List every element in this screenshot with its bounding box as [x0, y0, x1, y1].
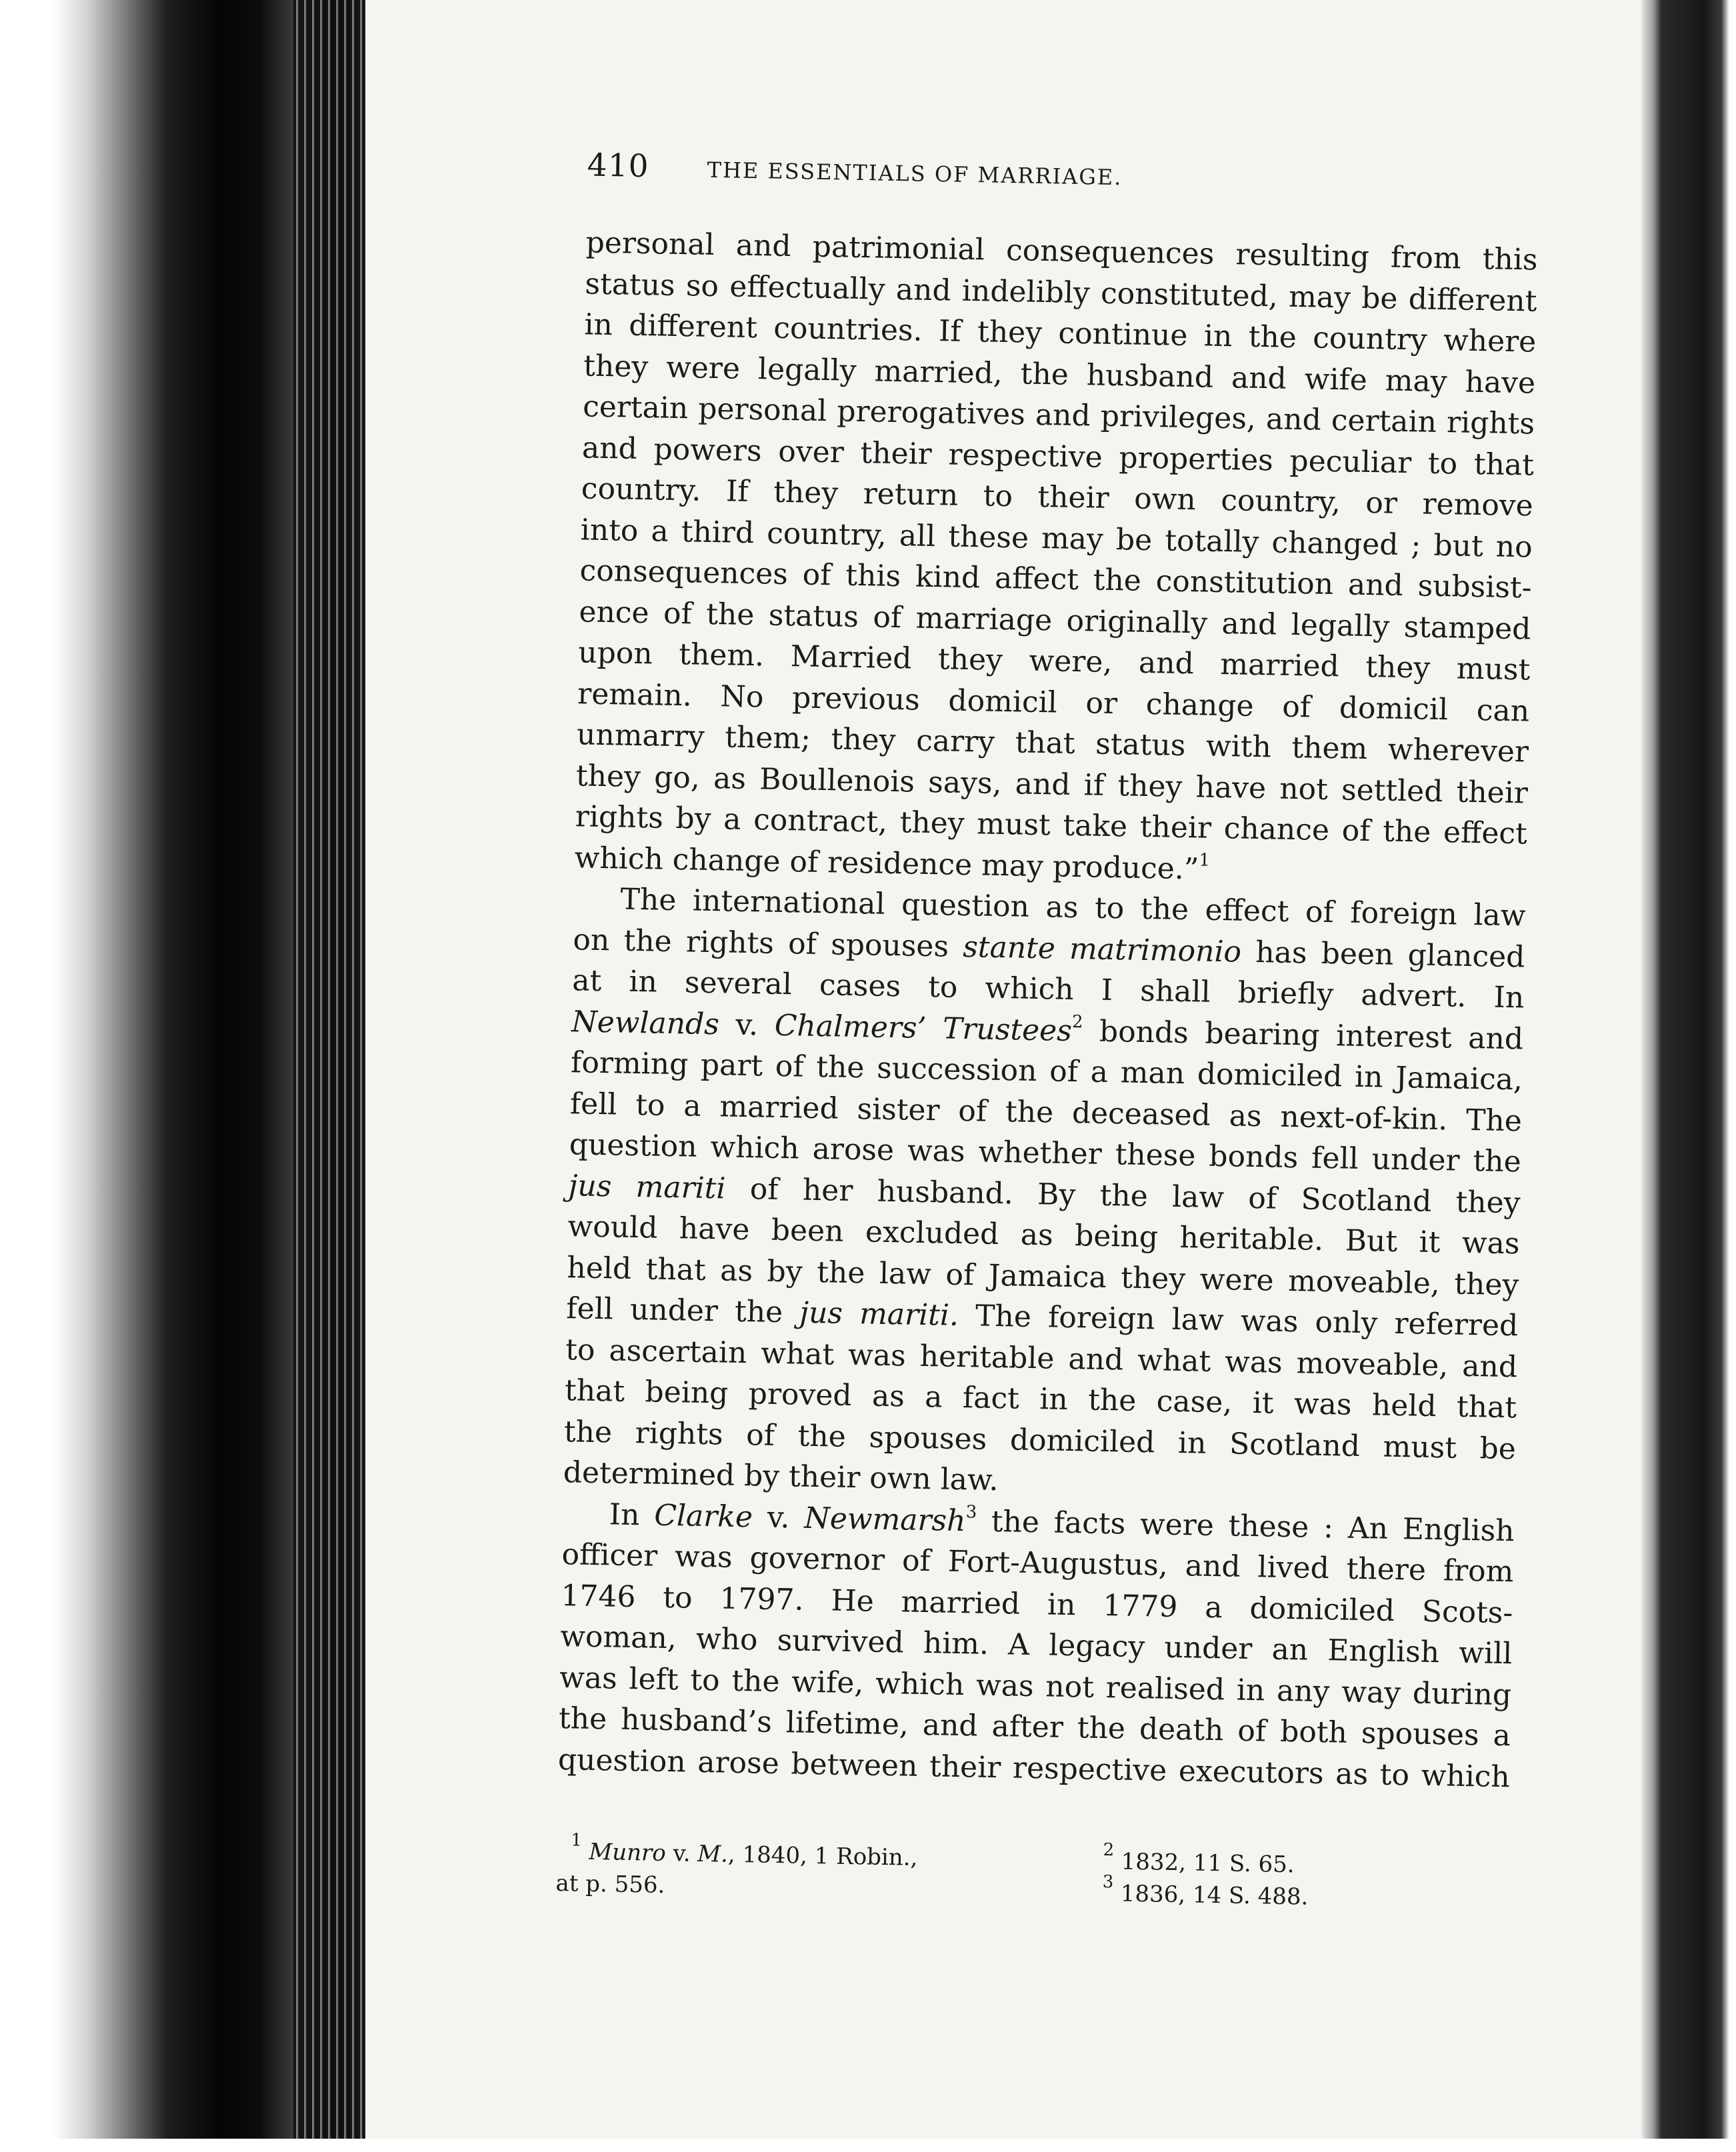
text-line: The international question as to the effect of foreign law — [620, 882, 1526, 933]
text-line: country. If they return to their own country, or remove — [581, 471, 1534, 523]
text-line: ence of the status of marriage originally and legally stamped — [579, 594, 1531, 646]
text-line: which change of residence may produce.”$^1$ — [574, 840, 1211, 886]
text-line: the rights of the spouses domiciled in Scotland must be — [563, 1414, 1517, 1466]
footnote-3: $^3$ 1836, 14 S. 488. — [1102, 1872, 1309, 1911]
text-line: that being proved as a fact in the case, it was held that — [564, 1373, 1517, 1425]
text-line: unmarry them; they carry that status with them wherever — [576, 717, 1529, 769]
text-line: In Clarke v. Newmarsh$^3$ the facts were these : An English — [609, 1497, 1515, 1548]
text-line: officer was governor of Fort-Augustus, and lived there from — [561, 1537, 1514, 1589]
body-text — [557, 222, 1538, 1797]
text-line: was left to the wife, which was not realised in any way during — [559, 1660, 1512, 1712]
footnote-1: $^1$ Munro v. M., 1840, 1 Robin., at p. 556. — [555, 1830, 918, 1899]
page-header — [587, 147, 1314, 200]
text-line: upon them. Married they were, and married they must — [577, 635, 1531, 687]
text-line: to ascertain what was heritable and what was moveable, and — [565, 1332, 1518, 1384]
text-line: on the rights of spouses stante matrimonio has been glanced — [573, 922, 1525, 974]
text-line: personal and patrimonial consequences resulting from this — [585, 225, 1538, 277]
text-line: status so effectually and indelibly constituted, may be different — [585, 266, 1537, 319]
text-line: consequences of this kind affect the constitution and subsist- — [579, 553, 1532, 605]
text-line: they go, as Boullenois says, and if they have not settled their — [575, 758, 1529, 810]
text-line: and powers over their respective properties peculiar to that — [581, 430, 1535, 483]
text-line: rights by a contract, they must take their chance of the effect — [575, 799, 1528, 851]
text-line: in different countries. If they continue in the country where — [583, 307, 1537, 359]
text-line: the husband’s lifetime, and after the death of both spouses a — [558, 1701, 1511, 1753]
text-line: Newlands v. Chalmers’ Trustees$^2$ bonds bearing interest and — [571, 1004, 1524, 1056]
text-line: would have been excluded as being heritable. But it was — [567, 1209, 1520, 1261]
text-line: held that as by the law of Jamaica they were moveable, they — [567, 1250, 1519, 1302]
footnotes — [555, 1830, 1517, 1911]
footnote-2: $^2$ 1832, 11 S. 65. — [1103, 1840, 1295, 1879]
text-line: determined by their own law. — [563, 1455, 999, 1498]
text-line: forming part of the succession of a man domiciled in Jamaica, — [570, 1045, 1523, 1097]
footnote-ref-1: 1 — [1199, 849, 1211, 871]
text-line: woman, who survived him. A legacy under an English will — [559, 1619, 1513, 1671]
text-line: fell under the jus mariti. The foreign law was only referred — [565, 1291, 1519, 1343]
text-line: fell to a married sister of the deceased as next-of-kin. The — [569, 1086, 1523, 1138]
footnote-ref-3: 3 — [965, 1501, 977, 1522]
text-line: jus mariti of her husband. By the law of Scotland they — [568, 1168, 1521, 1220]
text-line: remain. No previous domicil or change of domicil can — [577, 676, 1530, 728]
text-line: question which arose was whether these bonds fell under the — [569, 1127, 1522, 1179]
text-line: certain personal prerogatives and privileges, and certain rights — [582, 389, 1535, 441]
page-number: 410 — [587, 147, 650, 185]
text-line: at in several cases to which I shall briefly advert. In — [571, 963, 1525, 1015]
text-line: into a third country, all these may be totally changed ; but no — [580, 512, 1533, 565]
footnote-ref-2: 2 — [1071, 1011, 1083, 1032]
text-line: they were legally married, the husband and wife may have — [583, 348, 1536, 401]
text-line: 1746 to 1797. He married in 1779 a domiciled Scots- — [561, 1578, 1513, 1630]
footnotes-2-3 — [1102, 1840, 1477, 1916]
text-line: question arose between their respective executors as to which — [557, 1742, 1511, 1794]
running-title: THE ESSENTIALS OF MARRIAGE. — [707, 157, 1123, 191]
